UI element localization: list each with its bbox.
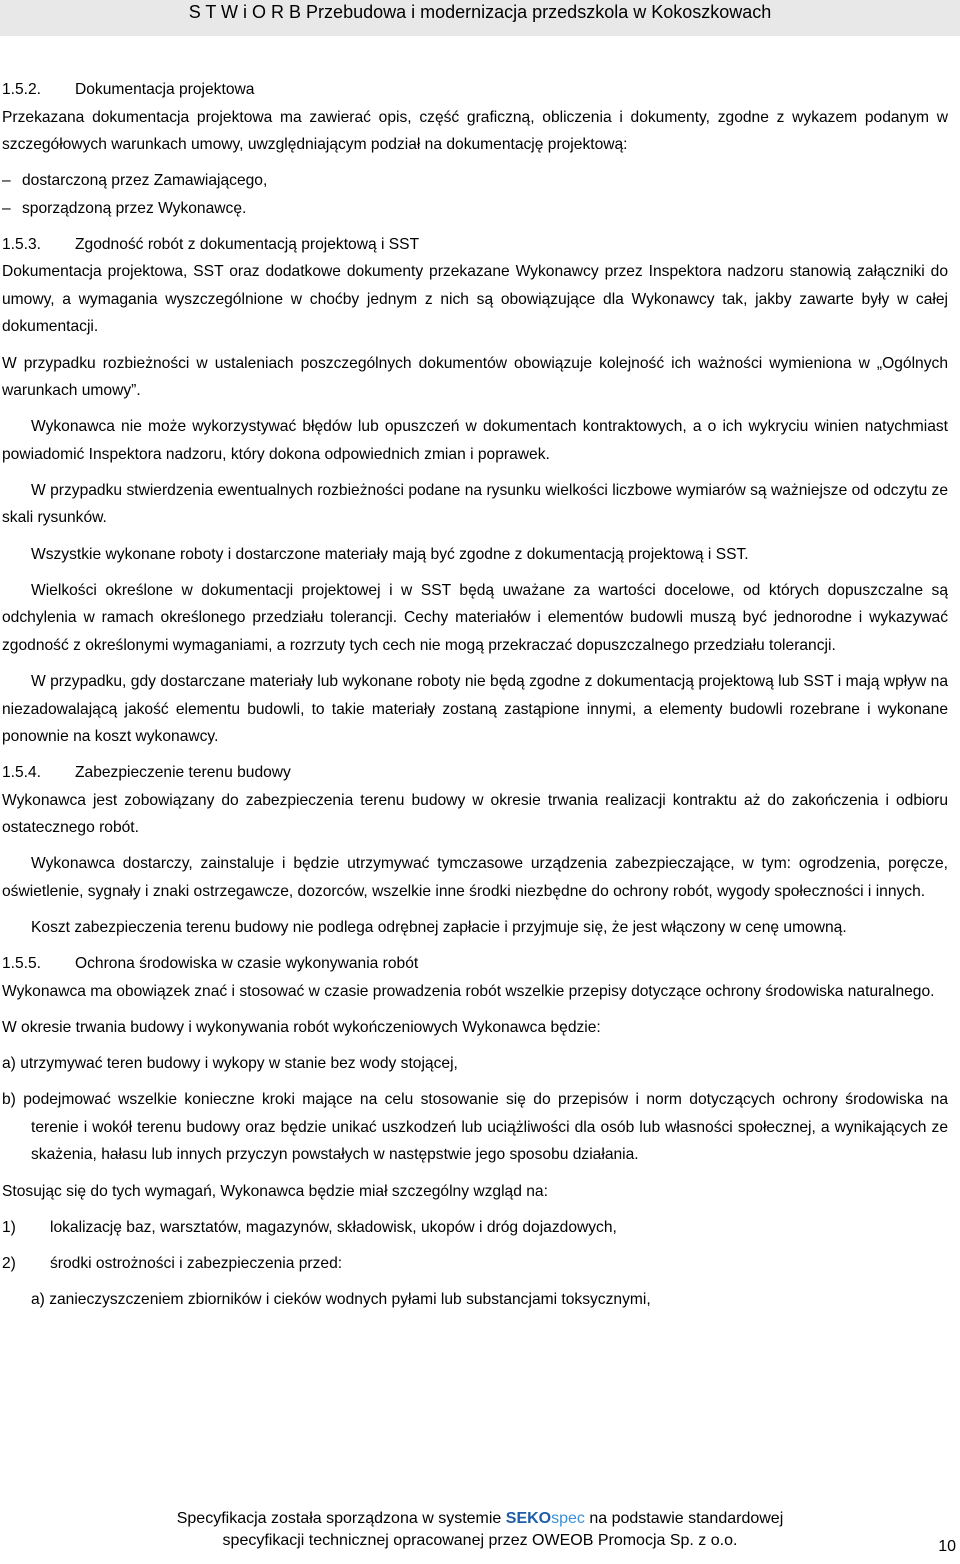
section-title: Zabezpieczenie terenu budowy <box>75 764 291 782</box>
section-number: 1.5.4. <box>2 764 42 782</box>
list-item-b: b) podejmować wszelkie konieczne kroki mające na celu stosowanie się do przepisów i norm dotyczących ochrony środowiska na terenie i wokół terenu budowy oraz będzie unikać uszkodzeń lub uciążliwości dla osób lub własności społecznej, a wynikających ze skażenia, hałasu lub innych przyczyn powstałych w następstwie jego sposobu działania. <box>2 1091 948 1164</box>
section-number: 1.5.5. <box>2 955 42 973</box>
section-title: Dokumentacja projektowa <box>75 81 255 98</box>
section-number: 1.5.2. <box>2 81 42 98</box>
paragraph: Wielkości określone w dokumentacji projektowej i w SST będą uważane za wartości docelowe, od których dopuszczalne są odchylenia w ramach określonego przedziału tolerancji. Cechy materiałów i elementów budowli muszą być jednorodne i wykazywać zgodność z określonymi wymaganiami, a rozrzuty tych cech nie mogą przekraczać dopuszczalnego przedziału tolerancji. <box>2 581 948 654</box>
paragraph: W przypadku rozbieżności w ustaleniach poszczególnych dokumentów obowiązuje kolejność ich ważności wymieniona w „Ogólnych warunkach umowy”. <box>2 354 948 400</box>
paragraph: Przekazana dokumentacja projektowa ma zawierać opis, część graficzną, obliczenia i dokumenty, zgodne z wykazem podanym w szczegółowych warunkach umowy, uwzględniającym podział na dokumentację projektową: <box>2 108 948 153</box>
paragraph: Wykonawca jest zobowiązany do zabezpieczenia terenu budowy w okresie trwania realizacji kontraktu aż do zakończenia i odbioru ostatecznego robót. <box>2 791 948 837</box>
paragraph: W przypadku, gdy dostarczane materiały lub wykonane roboty nie będą zgodne z dokumentacją projektową lub SST i mają wpływ na niezadowalającą jakość elementu budowli, to takie materiały zostaną zastąpione innymi, a elementy budowli rozebrane i wykonane ponownie na koszt wykonawcy. <box>2 673 948 745</box>
list-item <box>2 195 948 223</box>
list-item-a: a) utrzymywać teren budowy i wykopy w stanie bez wody stojącej, <box>2 1055 458 1073</box>
paragraph: Wykonawca dostarczy, zainstaluje i będzie utrzymywać tymczasowe urządzenia zabezpieczające, w tym: ogrodzenia, poręcze, oświetlenie, sygnały i znaki ostrzegawcze, dozorców, wszelkie inne środki niezbędne do ochrony robót, wygody społeczności i innych. <box>2 855 948 900</box>
page-number: 10 <box>938 1538 956 1555</box>
paragraph: Stosując się do tych wymagań, Wykonawca będzie miał szczególny wzgląd na: <box>2 1182 548 1200</box>
page-footer <box>0 1508 960 1552</box>
paragraph: Wykonawca ma obowiązek znać i stosować w czasie prowadzenia robót wszelkie przepisy dotyczące ochrony środowiska naturalnego. <box>2 982 935 1000</box>
item-text: lokalizację baz, warsztatów, magazynów, składowisk, ukopów i dróg dojazdowych, <box>50 1218 617 1236</box>
section-number: 1.5.3. <box>2 235 42 253</box>
sub-list-item: a) zanieczyszczeniem zbiorników i cieków wodnych pyłami lub substancjami toksycznymi, <box>31 1291 651 1309</box>
footer-text: Specyfikacja została sporządzona w systemie <box>176 1510 506 1527</box>
sekospec-logo-spec: spec <box>551 1510 585 1527</box>
footer-text: na podstawie standardowej <box>584 1510 784 1527</box>
header-title: S T W i O R B Przebudowa i modernizacja przedszkola w Kokoszkowach <box>188 2 772 22</box>
numbered-item <box>2 1250 948 1278</box>
section-heading-1-5-5 <box>2 950 948 978</box>
sekospec-logo-seko: SEKO <box>505 1510 552 1527</box>
paragraph: W okresie trwania budowy i wykonywania robót wykończeniowych Wykonawca będzie: <box>2 1018 601 1036</box>
paragraph: Dokumentacja projektowa, SST oraz dodatkowe dokumenty przekazane Wykonawcy przez Inspektora nadzoru stanowią załączniki do umowy, a wymagania wyszczególnione w choćby jednym z nich są obowiązujące dla Wykonawcy tak, jakby zawarte były w całej dokumentacji. <box>2 263 948 336</box>
section-heading-1-5-3 <box>2 231 948 259</box>
document-body <box>2 76 948 1322</box>
section-title: Ochrona środowiska w czasie wykonywania robót <box>75 955 419 973</box>
list-item-text: sporządzoną przez Wykonawcę. <box>22 199 247 217</box>
footer-line-2: specyfikacji technicznej opracowanej przez OWEOB Promocja Sp. z o.o. <box>222 1532 738 1549</box>
item-number: 1) <box>2 1218 16 1236</box>
footer-line-1 <box>0 1508 960 1530</box>
item-number: 2) <box>2 1254 16 1272</box>
dash-bullet: – <box>2 172 11 190</box>
item-text: środki ostrożności i zabezpieczenia przed: <box>50 1254 343 1272</box>
dash-bullet: – <box>2 199 11 217</box>
page-header <box>0 0 960 36</box>
section-heading-1-5-4 <box>2 759 948 787</box>
list-item-text: dostarczoną przez Zamawiającego, <box>22 172 268 190</box>
paragraph: Wykonawca nie może wykorzystywać błędów lub opuszczeń w dokumentach kontraktowych, a o ich wykryciu winien natychmiast powiadomić Inspektora nadzoru, który dokona odpowiednich zmian i poprawek. <box>2 418 948 463</box>
paragraph: W przypadku stwierdzenia ewentualnych rozbieżności podane na rysunku wielkości liczbowe wymiarów są ważniejsze od odczytu ze skali rysunków. <box>2 481 948 527</box>
section-heading-1-5-2 <box>2 76 948 104</box>
paragraph: Koszt zabezpieczenia terenu budowy nie podlega odrębnej zapłacie i przyjmuje się, że jest włączony w cenę umowną. <box>31 919 847 937</box>
list-item <box>2 167 948 195</box>
numbered-item <box>2 1214 948 1242</box>
paragraph: Wszystkie wykonane roboty i dostarczone materiały mają być zgodne z dokumentacją projektową i SST. <box>31 545 749 563</box>
section-title: Zgodność robót z dokumentacją projektową i SST <box>75 235 420 253</box>
